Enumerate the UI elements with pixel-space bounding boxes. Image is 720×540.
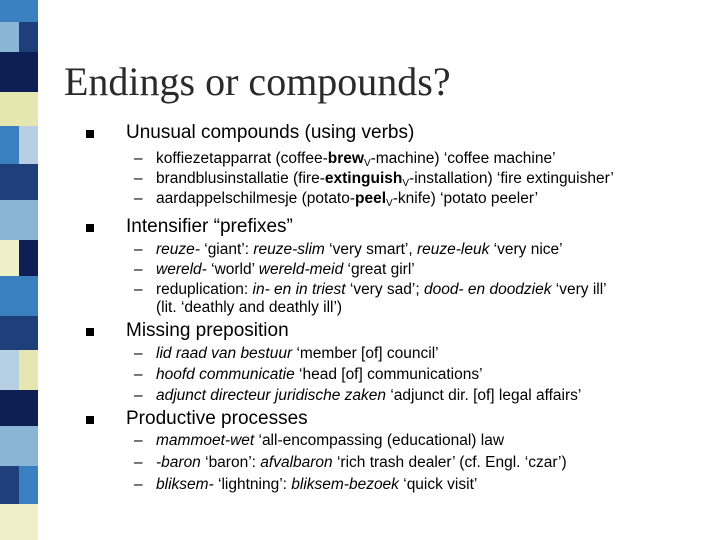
bar-block — [0, 504, 38, 540]
section-heading: Missing preposition — [126, 320, 289, 341]
list-item — [134, 190, 539, 213]
list-item — [134, 241, 563, 259]
item-italic: in- en in triest — [252, 281, 346, 298]
dash-icon: – — [134, 476, 143, 493]
item-text: ‘member [of] council’ — [292, 345, 439, 362]
dash-icon: – — [134, 170, 143, 187]
item-italic: afvalbaron — [260, 454, 333, 471]
dash-icon: – — [134, 432, 143, 449]
bar-block — [0, 426, 38, 466]
bar-block — [19, 126, 38, 164]
bullet-icon — [86, 416, 94, 424]
dash-icon: – — [134, 345, 143, 362]
dash-icon: – — [134, 366, 143, 383]
dash-icon: – — [134, 387, 143, 404]
bar-block — [0, 164, 38, 200]
bar-block — [0, 22, 19, 52]
item-text: reduplication: — [156, 281, 253, 298]
list-item — [134, 281, 607, 299]
item-subscript: V — [402, 178, 410, 189]
dash-icon: – — [134, 261, 143, 278]
item-bold: peel — [355, 190, 387, 207]
item-text: ‘giant’: — [199, 241, 254, 258]
item-italic: bliksem- — [156, 476, 214, 493]
bar-block — [0, 52, 38, 92]
dash-icon: – — [134, 150, 143, 167]
item-text: ‘very sad’; — [345, 281, 424, 298]
item-text: ‘very nice’ — [489, 241, 563, 258]
section-heading: Intensifier “prefixes” — [126, 216, 293, 237]
item-italic: dood- en doodziek — [423, 281, 552, 298]
item-subscript: V — [386, 198, 393, 209]
bullet-icon — [86, 328, 94, 336]
item-text: ‘very smart’, — [324, 241, 417, 258]
bar-block — [0, 200, 38, 240]
item-italic: mammoet-wet — [156, 432, 255, 449]
item-text: ‘quick visit’ — [398, 476, 478, 493]
section-heading: Productive processes — [126, 408, 308, 429]
dash-icon: – — [134, 281, 143, 298]
list-item — [134, 476, 478, 494]
bar-block — [0, 92, 38, 126]
item-text: ‘world’ — [206, 261, 259, 278]
item-bold: extinguish — [324, 170, 403, 187]
item-text: koffiezetapparrat (coffee- — [156, 150, 328, 167]
item-text: brandblusinstallatie (fire- — [156, 170, 325, 187]
dash-icon: – — [134, 454, 143, 471]
item-italic: -baron — [156, 454, 201, 471]
item-italic: adjunct directeur juridische zaken — [156, 387, 387, 404]
bullet-icon — [86, 224, 94, 232]
item-italic: wereld- — [156, 261, 207, 278]
item-italic: reuze- — [156, 241, 200, 258]
list-item-continuation: (lit. ‘deathly and deathly ill’) — [156, 299, 343, 316]
item-text: aardappelschilmesje (potato- — [156, 190, 356, 207]
item-italic: lid raad van bestuur — [156, 345, 293, 362]
item-italic: bliksem-bezoek — [291, 476, 399, 493]
dash-icon: – — [134, 190, 143, 207]
bar-block — [0, 276, 38, 316]
list-item — [134, 345, 439, 363]
slide-title: Endings or compounds? — [64, 59, 451, 104]
item-text: ‘baron’: — [200, 454, 261, 471]
dash-icon: – — [134, 241, 143, 258]
item-text: ‘rich trash dealer’ (cf. Engl. ‘czar’) — [332, 454, 567, 471]
item-italic: reuze-leuk — [417, 241, 490, 258]
list-item — [134, 454, 567, 472]
item-text: -knife) ‘potato peeler’ — [392, 190, 539, 207]
bar-block — [0, 240, 19, 276]
item-text: ‘all-encompassing (educational) law — [254, 432, 505, 449]
decorative-left-bar — [0, 0, 38, 540]
list-item — [134, 432, 505, 450]
list-item — [134, 366, 483, 384]
bar-block — [0, 350, 19, 390]
bar-block — [0, 0, 38, 22]
item-text: ‘adjunct dir. [of] legal affairs’ — [386, 387, 582, 404]
list-item — [134, 261, 415, 279]
item-text: -installation) ‘fire extinguisher’ — [409, 170, 614, 187]
item-bold: brew — [327, 150, 364, 167]
bar-block — [19, 240, 38, 276]
item-text: ‘very ill’ — [551, 281, 607, 298]
item-text: ‘great girl’ — [343, 261, 415, 278]
item-italic: wereld-meid — [258, 261, 344, 278]
bar-block — [19, 350, 38, 390]
bar-block — [19, 22, 38, 52]
item-text: ‘lightning’: — [213, 476, 292, 493]
bar-block — [0, 390, 38, 426]
bar-block — [19, 466, 38, 504]
item-text: -machine) ‘coffee machine’ — [370, 150, 556, 167]
item-subscript: V — [363, 158, 371, 169]
item-italic: hoofd communicatie — [156, 366, 295, 383]
bar-block — [0, 126, 19, 164]
section-heading: Unusual compounds (using verbs) — [126, 122, 415, 143]
item-italic: reuze-slim — [253, 241, 325, 258]
bar-block — [0, 466, 19, 504]
item-text: ‘head [of] communications’ — [294, 366, 483, 383]
list-item — [134, 387, 582, 405]
bar-block — [0, 316, 38, 350]
bullet-icon — [86, 130, 94, 138]
